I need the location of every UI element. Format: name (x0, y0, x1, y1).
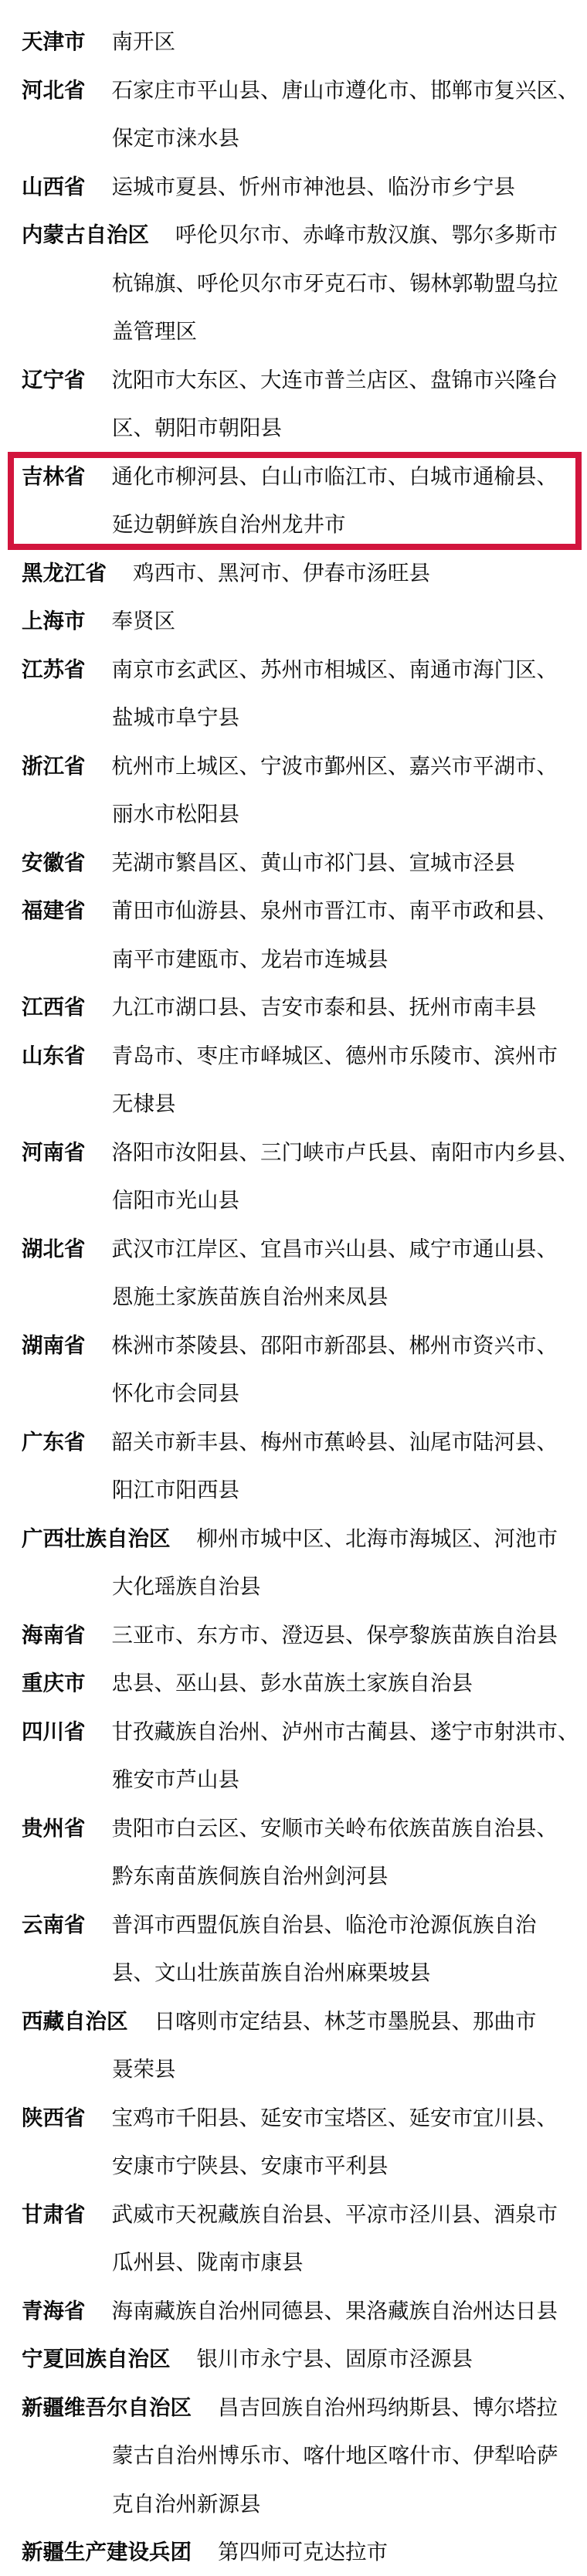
label-gap (86, 483, 112, 484)
province-row (0, 1659, 587, 1708)
province-label: 福建省 (22, 898, 86, 922)
label-gap (86, 1062, 112, 1063)
content-line: 芜湖市繁昌区、黄山市祁门县、宣城市泾县 (111, 850, 515, 874)
province-first-line (22, 839, 587, 888)
content-line: 呼伦贝尔市、赤峰市敖汉旗、鄂尔多斯市 (175, 222, 558, 246)
content-line: 聂荣县 (112, 2057, 176, 2081)
label-gap (86, 48, 112, 49)
content-line: 瓜州县、陇南市康县 (112, 2250, 304, 2274)
content-line: 南京市玄武区、苏州市相城区、南通市海门区、 (111, 657, 558, 681)
content-line: 盖管理区 (112, 319, 197, 343)
content-line: 日喀则市定结县、林芝市墨脱县、那曲市 (154, 2008, 537, 2033)
content-line: 杭锦旗、呼伦贝尔市牙克石市、锡林郭勒盟乌拉 (112, 270, 558, 295)
province-row (0, 1418, 587, 1515)
label-gap (86, 1834, 112, 1835)
province-first-line (22, 211, 587, 260)
province-first-line (22, 453, 587, 501)
label-gap (171, 2365, 197, 2366)
content-line: 忠县、巫山县、彭水苗族土家族自治县 (111, 1671, 473, 1695)
province-row (0, 2335, 587, 2384)
province-row (0, 163, 587, 212)
province-label: 海南省 (22, 1622, 86, 1647)
province-first-line (22, 1515, 587, 1563)
province-label: 四川省 (22, 1719, 86, 1743)
province-first-line (22, 1659, 587, 1708)
province-first-line (22, 1804, 587, 1853)
content-line: 武汉市江岸区、宜昌市兴山县、咸宁市通山县、 (111, 1236, 558, 1261)
province-label: 山西省 (22, 174, 86, 199)
province-label: 安徽省 (22, 850, 86, 874)
content-line: 海南藏族自治州同德县、果洛藏族自治州达日县 (111, 2298, 558, 2323)
content-line: 株洲市茶陵县、邵阳市新邵县、郴州市资兴市、 (111, 1332, 558, 1357)
province-label: 天津市 (22, 29, 86, 53)
content-line: 黔东南苗族侗族自治州剑河县 (112, 1864, 389, 1888)
province-first-line (22, 66, 587, 115)
province-label: 黑龙江省 (22, 560, 107, 585)
label-gap (86, 676, 112, 677)
province-first-line (22, 2335, 587, 2384)
province-row (0, 1611, 587, 1660)
province-row (0, 1128, 587, 1225)
label-gap (86, 1641, 112, 1642)
label-gap (86, 1255, 112, 1256)
content-line: 洛阳市汝阳县、三门峡市卢氏县、南阳市内乡县、 (111, 1139, 579, 1164)
content-line: 第四师可克达拉市 (218, 2540, 388, 2564)
province-label: 河北省 (22, 77, 86, 102)
label-gap (86, 1931, 112, 1932)
label-gap (86, 1013, 112, 1014)
content-line: 盐城市阜宁县 (112, 705, 239, 729)
province-first-line (22, 1128, 587, 1177)
province-label: 青海省 (22, 2298, 86, 2323)
content-line: 昌吉回族自治州玛纳斯县、博尔塔拉 (218, 2394, 558, 2419)
province-first-line (22, 1611, 587, 1660)
province-first-line (22, 356, 587, 405)
province-label: 山东省 (22, 1043, 86, 1067)
province-first-line (22, 1708, 587, 1756)
label-gap (86, 627, 112, 628)
province-label: 内蒙古自治区 (22, 222, 149, 246)
content-line: 甘孜藏族自治州、泸州市古蔺县、遂宁市射洪市、 (111, 1719, 579, 1743)
content-line: 九江市湖口县、吉安市泰和县、抚州市南丰县 (111, 995, 537, 1019)
content-line: 奉贤区 (111, 609, 175, 633)
label-gap (86, 869, 112, 870)
province-first-line (22, 1225, 587, 1274)
label-gap (149, 241, 175, 242)
province-label: 贵州省 (22, 1815, 86, 1840)
province-first-line (22, 646, 587, 694)
province-row (0, 2191, 587, 2287)
content-line: 恩施土家族苗族自治州来凤县 (112, 1285, 389, 1308)
content-line: 阳江市阳西县 (112, 1478, 239, 1502)
province-label: 新疆生产建设兵团 (22, 2540, 192, 2564)
content-line: 蒙古自治州博乐市、喀什地区喀什市、伊犁哈萨 (112, 2443, 558, 2467)
content-line: 柳州市城中区、北海市海城区、河池市 (196, 1526, 558, 1550)
content-line: 石家庄市平山县、唐山市遵化市、邯郸市复兴区、 (111, 77, 579, 102)
province-label: 湖南省 (22, 1332, 86, 1357)
label-gap (86, 1448, 112, 1449)
label-gap (171, 1545, 197, 1546)
province-row (0, 597, 587, 646)
province-label: 河南省 (22, 1139, 86, 1164)
province-row (0, 2528, 587, 2576)
province-first-line (22, 549, 587, 598)
label-gap (192, 2558, 218, 2559)
content-line: 区、朝阳市朝阳县 (112, 416, 282, 440)
label-gap (86, 2317, 112, 2318)
province-label: 广东省 (22, 1429, 86, 1454)
province-row (0, 2094, 587, 2191)
label-gap (86, 193, 112, 194)
content-line: 韶关市新丰县、梅州市蕉岭县、汕尾市陆河县、 (111, 1429, 558, 1454)
province-first-line (22, 1997, 587, 2046)
content-line: 雅安市芦山县 (112, 1767, 239, 1791)
province-first-line (22, 163, 587, 212)
content-line: 克自治州新源县 (112, 2491, 261, 2516)
content-line: 宝鸡市千阳县、延安市宝塔区、延安市宜川县、 (111, 2105, 558, 2130)
province-first-line (22, 983, 587, 1032)
content-line: 银川市永宁县、固原市泾源县 (196, 2347, 473, 2371)
content-line: 贵阳市白云区、安顺市关岭布依族苗族自治县、 (111, 1815, 558, 1840)
content-line: 青岛市、枣庄市峄城区、德州市乐陵市、滨州市 (111, 1043, 558, 1067)
province-label: 新疆维吾尔自治区 (22, 2394, 192, 2419)
province-label: 西藏自治区 (22, 2008, 128, 2033)
province-label: 吉林省 (22, 463, 86, 488)
label-gap (86, 917, 112, 918)
province-row (0, 2287, 587, 2336)
province-row (0, 549, 587, 598)
content-line: 无棣县 (112, 1091, 176, 1115)
content-line: 信阳市光山县 (112, 1188, 239, 1212)
province-first-line (22, 2528, 587, 2576)
province-list (0, 18, 587, 2576)
content-line: 武威市天祝藏族自治县、平凉市泾川县、酒泉市 (111, 2201, 558, 2226)
province-first-line (22, 1322, 587, 1370)
label-gap (86, 386, 112, 387)
province-row (0, 1322, 587, 1418)
province-label: 陕西省 (22, 2105, 86, 2130)
province-row (0, 18, 587, 66)
content-line: 通化市柳河县、白山市临江市、白城市通榆县、 (111, 463, 558, 488)
content-line: 杭州市上城区、宁波市鄞州区、嘉兴市平湖市、 (111, 753, 558, 778)
province-label: 江苏省 (22, 657, 86, 681)
content-line: 沈阳市大东区、大连市普兰店区、盘锦市兴隆台 (111, 367, 558, 392)
province-first-line (22, 1032, 587, 1081)
content-line: 丽水市松阳县 (112, 802, 239, 826)
content-line: 莆田市仙游县、泉州市晋江市、南平市政和县、 (111, 898, 558, 922)
label-gap (192, 2414, 218, 2415)
province-row (0, 356, 587, 453)
province-row (0, 983, 587, 1032)
content-line: 南平市建瓯市、龙岩市连城县 (112, 946, 389, 971)
province-first-line (22, 2191, 587, 2239)
content-line: 保定市涞水县 (112, 126, 239, 150)
province-label: 甘肃省 (22, 2201, 86, 2226)
province-first-line (22, 742, 587, 791)
content-line: 延边朝鲜族自治州龙井市 (112, 512, 346, 536)
label-gap (107, 579, 133, 580)
label-gap (86, 1689, 112, 1690)
content-line: 运城市夏县、忻州市神池县、临汾市乡宁县 (111, 174, 515, 199)
province-label: 湖北省 (22, 1236, 86, 1261)
label-gap (86, 772, 112, 773)
province-row-highlighted (0, 453, 587, 549)
province-first-line (22, 887, 587, 935)
province-label: 重庆市 (22, 1671, 86, 1695)
province-row (0, 887, 587, 983)
province-row (0, 1225, 587, 1322)
content-line: 南开区 (111, 29, 175, 53)
province-label: 江西省 (22, 995, 86, 1019)
province-row (0, 742, 587, 839)
content-line: 怀化市会同县 (112, 1381, 239, 1405)
province-row (0, 2384, 587, 2529)
province-row (0, 1997, 587, 2094)
province-first-line (22, 2287, 587, 2336)
province-first-line (22, 18, 587, 66)
province-row (0, 1708, 587, 1804)
province-row (0, 1804, 587, 1901)
province-first-line (22, 2384, 587, 2432)
province-row (0, 66, 587, 163)
province-first-line (22, 2094, 587, 2143)
province-label: 辽宁省 (22, 367, 86, 392)
content-line: 县、文山壮族苗族自治州麻栗坡县 (112, 1960, 431, 1984)
province-label: 云南省 (22, 1912, 86, 1936)
content-line: 三亚市、东方市、澄迈县、保亭黎族苗族自治县 (111, 1622, 558, 1647)
province-row (0, 646, 587, 742)
label-gap (86, 1738, 112, 1739)
province-label: 浙江省 (22, 753, 86, 778)
province-row (0, 839, 587, 888)
content-line: 普洱市西盟佤族自治县、临沧市沧源佤族自治 (111, 1912, 537, 1936)
province-label: 上海市 (22, 609, 86, 633)
province-label: 广西壮族自治区 (22, 1526, 171, 1550)
content-line: 安康市宁陕县、安康市平利县 (112, 2153, 389, 2177)
province-first-line (22, 1901, 587, 1950)
label-gap (86, 2124, 112, 2125)
province-row (0, 1515, 587, 1611)
content-line: 大化瑶族自治县 (112, 1574, 261, 1598)
province-label: 宁夏回族自治区 (22, 2347, 171, 2371)
province-row (0, 211, 587, 356)
province-first-line (22, 1418, 587, 1467)
province-row (0, 1032, 587, 1128)
province-row (0, 1901, 587, 1997)
content-line: 鸡西市、黑河市、伊春市汤旺县 (133, 560, 430, 585)
province-first-line (22, 597, 587, 646)
